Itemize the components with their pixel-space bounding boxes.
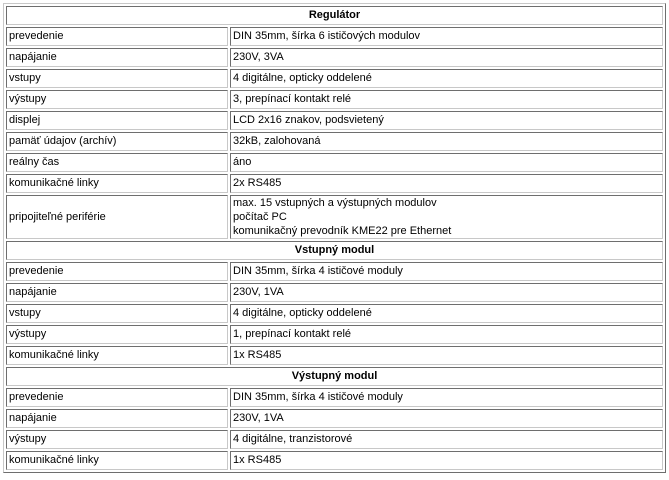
row-value: LCD 2x16 znakov, podsvietený	[230, 111, 663, 130]
row-label: komunikačné linky	[6, 451, 228, 470]
row-label: vstupy	[6, 69, 228, 88]
table-row	[6, 304, 663, 323]
row-value: 4 digitálne, opticky oddelené	[230, 69, 663, 88]
row-label: napájanie	[6, 283, 228, 302]
row-value: 32kB, zalohovaná	[230, 132, 663, 151]
row-value: 4 digitálne, opticky oddelené	[230, 304, 663, 323]
row-label: komunikačné linky	[6, 174, 228, 193]
row-label: výstupy	[6, 90, 228, 109]
row-label: reálny čas	[6, 153, 228, 172]
row-label: vstupy	[6, 304, 228, 323]
row-label: prevedenie	[6, 388, 228, 407]
table-row	[6, 132, 663, 151]
table-row	[6, 388, 663, 407]
spec-table	[3, 3, 666, 473]
table-row	[6, 90, 663, 109]
row-value: 1x RS485	[230, 451, 663, 470]
table-row	[6, 48, 663, 67]
table-row	[6, 325, 663, 344]
row-label: prevedenie	[6, 27, 228, 46]
row-value: 2x RS485	[230, 174, 663, 193]
table-row	[6, 430, 663, 449]
row-label: prevedenie	[6, 262, 228, 281]
row-value: 1, prepínací kontakt relé	[230, 325, 663, 344]
row-label: komunikačné linky	[6, 346, 228, 365]
table-row	[6, 451, 663, 470]
row-value: 230V, 1VA	[230, 283, 663, 302]
section-title-input-module: Vstupný modul	[6, 241, 663, 260]
row-label: napájanie	[6, 48, 228, 67]
row-value: áno	[230, 153, 663, 172]
table-row	[6, 195, 663, 239]
row-label: displej	[6, 111, 228, 130]
row-label: výstupy	[6, 325, 228, 344]
table-row	[6, 283, 663, 302]
row-value: 3, prepínací kontakt relé	[230, 90, 663, 109]
section-header-row	[6, 6, 663, 25]
table-row	[6, 262, 663, 281]
row-label: pripojiteľné periférie	[6, 195, 228, 239]
section-header-row	[6, 241, 663, 260]
table-row	[6, 409, 663, 428]
row-value: 1x RS485	[230, 346, 663, 365]
table-row	[6, 174, 663, 193]
row-value: 4 digitálne, tranzistorové	[230, 430, 663, 449]
row-label: výstupy	[6, 430, 228, 449]
table-row	[6, 153, 663, 172]
table-row	[6, 27, 663, 46]
row-value: DIN 35mm, šírka 6 ističových modulov	[230, 27, 663, 46]
table-row	[6, 111, 663, 130]
row-value: 230V, 1VA	[230, 409, 663, 428]
row-value	[230, 195, 663, 239]
table-row	[6, 69, 663, 88]
row-value: DIN 35mm, šírka 4 ističové moduly	[230, 388, 663, 407]
row-value: DIN 35mm, šírka 4 ističové moduly	[230, 262, 663, 281]
row-value-line: počítač PC	[233, 211, 287, 223]
row-value-line: max. 15 vstupných a výstupných modulov	[233, 197, 437, 209]
section-title-regulator: Regulátor	[6, 6, 663, 25]
row-value: 230V, 3VA	[230, 48, 663, 67]
row-label: napájanie	[6, 409, 228, 428]
row-label: pamäť údajov (archív)	[6, 132, 228, 151]
section-header-row	[6, 367, 663, 386]
table-row	[6, 346, 663, 365]
section-title-output-module: Výstupný modul	[6, 367, 663, 386]
row-value-line: komunikačný prevodník KME22 pre Ethernet	[233, 225, 452, 237]
